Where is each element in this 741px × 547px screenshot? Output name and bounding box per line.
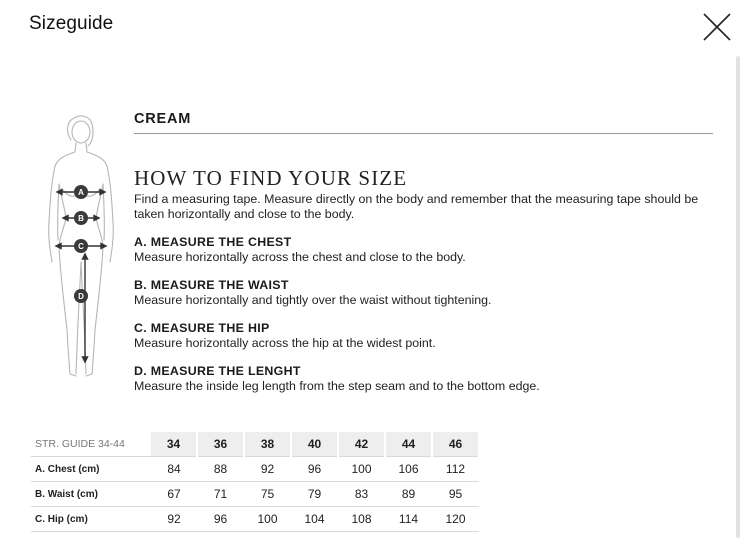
row-label: C. Hip (cm) — [31, 507, 151, 532]
step-chest — [134, 235, 724, 264]
table-cell: 75 — [244, 482, 291, 507]
table-cell: 84 — [151, 457, 197, 482]
body-measurement-figure — [36, 112, 128, 387]
table-cell: 79 — [291, 482, 338, 507]
table-cell: 120 — [432, 507, 479, 532]
guide-intro: Find a measuring tape. Measure directly on the body and remember that the measuring tape should be taken horizontally and close to the body. — [134, 192, 699, 221]
page-title: Sizeguide — [29, 13, 114, 34]
table-cell: 67 — [151, 482, 197, 507]
table-caption: STR. GUIDE 34-44 — [31, 432, 151, 457]
table-cell: 96 — [291, 457, 338, 482]
size-header: 46 — [432, 432, 479, 457]
marker-b-label: B — [78, 214, 84, 223]
product-name: CREAM — [134, 111, 713, 134]
table-cell: 92 — [244, 457, 291, 482]
guide-heading: HOW TO FIND YOUR SIZE — [134, 166, 408, 190]
table-cell: 114 — [385, 507, 432, 532]
size-header: 38 — [244, 432, 291, 457]
table-cell: 104 — [291, 507, 338, 532]
step-text: Measure horizontally across the chest and close to the body. — [134, 249, 466, 264]
table-cell: 108 — [338, 507, 385, 532]
size-header: 34 — [151, 432, 197, 457]
size-header: 42 — [338, 432, 385, 457]
step-title: C. MEASURE THE HIP — [134, 321, 270, 335]
table-cell: 100 — [244, 507, 291, 532]
size-header: 36 — [197, 432, 244, 457]
step-waist — [134, 278, 724, 307]
table-cell: 100 — [338, 457, 385, 482]
close-icon[interactable] — [699, 9, 735, 45]
table-cell: 95 — [432, 482, 479, 507]
size-header-row — [31, 432, 479, 457]
table-row — [31, 482, 479, 507]
table-cell: 83 — [338, 482, 385, 507]
step-title: D. MEASURE THE LENGHT — [134, 364, 301, 378]
marker-c-label: C — [78, 242, 84, 251]
marker-a-label: A — [78, 188, 84, 197]
table-row — [31, 507, 479, 532]
row-label: A. Chest (cm) — [31, 457, 151, 482]
scrollbar[interactable] — [736, 56, 740, 538]
marker-d-label: D — [78, 292, 84, 301]
size-header: 40 — [291, 432, 338, 457]
table-cell: 106 — [385, 457, 432, 482]
close-button[interactable] — [699, 9, 735, 45]
body-silhouette-icon — [36, 112, 128, 387]
step-length — [134, 364, 724, 393]
table-cell: 71 — [197, 482, 244, 507]
step-title: A. MEASURE THE CHEST — [134, 235, 292, 249]
step-title: B. MEASURE THE WAIST — [134, 278, 289, 292]
step-hip — [134, 321, 724, 350]
table-cell: 89 — [385, 482, 432, 507]
step-text: Measure the inside leg length from the step seam and to the bottom edge. — [134, 378, 540, 393]
step-text: Measure horizontally across the hip at the widest point. — [134, 335, 436, 350]
step-text: Measure horizontally and tightly over the waist without tightening. — [134, 292, 492, 307]
row-label: B. Waist (cm) — [31, 482, 151, 507]
table-cell: 92 — [151, 507, 197, 532]
table-cell: 88 — [197, 457, 244, 482]
size-table — [31, 432, 480, 532]
table-cell: 96 — [197, 507, 244, 532]
table-row — [31, 457, 479, 482]
table-cell: 112 — [432, 457, 479, 482]
size-header: 44 — [385, 432, 432, 457]
